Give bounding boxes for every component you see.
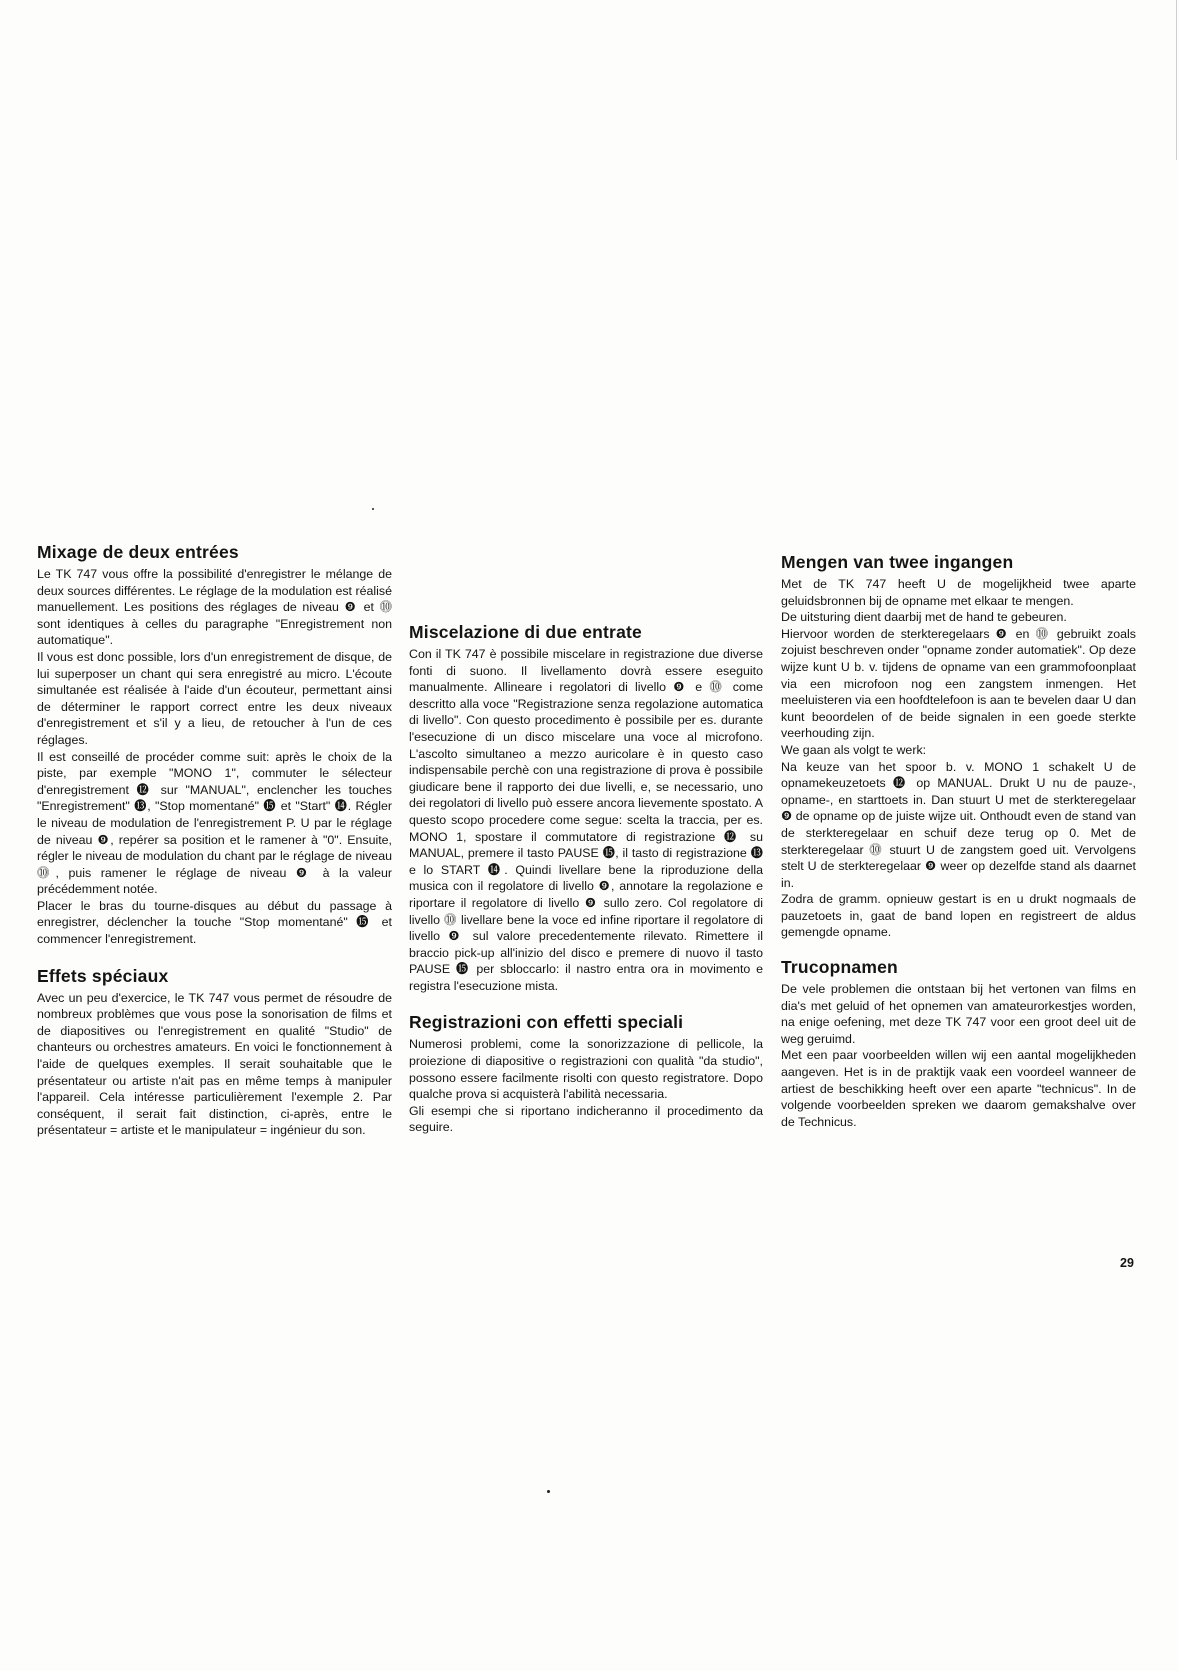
dutch-paragraph-6: Zodra de gramm. opnieuw gestart is en u drukt nogmaals de pauzetoets in, gaat de band lopen en registreert de aldus gemengde opname. <box>781 892 1136 940</box>
dutch-heading-trucopnamen: Trucopnamen <box>781 957 898 978</box>
italian-paragraph-3: Gli esempi che si riportano indicheranno il procedimento da seguire. <box>409 1103 763 1135</box>
dutch-paragraph-5: Na keuze van het spoor b. v. MONO 1 schakelt U de opnamekeuzetoets ⓬ op MANUAL. Drukt U nu de pauze-, opname-, en starttoets in. Dan stuurt U met de sterkteregelaar ❾ de opname op de juiste wijze uit. Onthoudt even de stand van de sterkteregelaar en schuif deze terug op 0. Met de sterkteregelaar ⓾ stuurt U de zangstem goed uit. Vervolgens stelt U de sterkteregelaar ❾ weer op dezelfde stand als daarnet in. <box>781 759 1136 890</box>
dutch-paragraph-4: We gaan als volgt te werk: <box>781 742 927 757</box>
french-paragraph-1: Le TK 747 vous offre la possibilité d'enregistrer le mélange de deux sources différentes. Le réglage de la modulation est réalisé manuellement. Les positions des réglages de niveau ❾ et ⓾ sont identiques à celles du paragraphe "Enregistrement non automatique". <box>37 567 392 648</box>
french-heading-mixage: Mixage de deux entrées <box>37 542 239 562</box>
italian-paragraph-1: Con il TK 747 è possibile miscelare in registrazione due diverse fonti di suono. Il livellamento dovrà essere eseguito manualmente. Allineare i regolatori di livello ❾ e ⓾ come descritto alla voce "Registrazione senza regolazione automatica di livello". Con questo procedimento è possibile per es. durante l'esecuzione di un disco miscelare una voce al microfono. L'ascolto simultaneo a mezzo auricolare è in questo caso indispensabile perchè con una registrazione di prova è possibile giudicare bene il rapporto dei due livelli, e, se necessario, uno dei regolatori di livello può essere ancora lievemente spostato. A questo scopo procedere come segue: scelta la traccia, per es. MONO 1, spostare il commutatore di registrazione ⓬ su MANUAL, premere il tasto PAUSE ⓯, il tasto di registrazione ⓭ e lo START ⓮. Quindi livellare bene la riproduzione della musica con il regolatore di livello ❾, annotare la regolazione e riportare il regolatore di livello ❾ sullo zero. Col regolatore di livello ⓾ livellare bene la voce ed infine riportare il regolatore di livello ❾ sul valore precedentemente rilevato. Rimettere il braccio pick-up all'inizio del disco e premere di nuovo il tasto PAUSE ⓯ per sbloccarlo: il nastro entra ora in movimento e registra l'esecuzione mista. <box>409 647 763 993</box>
dutch-paragraph-7: De vele problemen die ontstaan bij het vertonen van films en dia's met geluid of het opnemen van amateurorkestjes worden, na enige oefening, met deze TK 747 voor een groot deel uit de weg geruimd. <box>781 982 1136 1046</box>
scan-speck <box>372 508 374 510</box>
dutch-paragraph-2: De uitsturing dient daarbij met de hand te gebeuren. <box>781 610 1067 625</box>
italian-column <box>409 622 763 1136</box>
french-column <box>37 542 392 1139</box>
page-number: 29 <box>1120 1256 1134 1270</box>
italian-paragraph-2: Numerosi problemi, come la sonorizzazione di pellicole, la proiezione di diapositive o registrazioni con qualità "da studio", possono essere facilmente risolti con questo registratore. Dopo qualche prova si acquisterà l'abilità necessaria. <box>409 1037 763 1102</box>
french-paragraph-3: Il est conseillé de procéder comme suit: après le choix de la piste, par exemple "MONO 1", commuter le sélecteur d'enregistrement ⓬ sur "MANUAL", enclencher les touches "Enregistrement" ⓭, "Stop momentané" ⓯ et "Start" ⓮. Régler le niveau de modulation de l'enregistrement P. U par le réglage de niveau ❾, repérer sa position et le ramener à "0". Ensuite, régler le niveau de modulation du chant par le réglage de niveau ⓾, puis ramener le réglage de niveau ❾ à la valeur précédemment notée. <box>37 749 392 897</box>
french-heading-effets: Effets spéciaux <box>37 965 169 986</box>
scan-edge-line <box>1176 0 1177 160</box>
french-paragraph-5: Avec un peu d'exercice, le TK 747 vous permet de résoudre de nombreux problèmes que vous pose la sonorisation de films et de diapositives ou l'enregistrement en qualité "Studio" de chanteurs ou orchestres amateurs. En voici le fonctionnement à l'aide de quelques exemples. Il serait souhaitable que le présentateur ou artiste n'ait pas en même temps à manipuler l'appareil. Cela intéresse particulièrement l'exemple 2. Par conséquent, il serait fait distinction, ci-après, entre le présentateur = artiste et le manipulateur = ingénieur du son. <box>37 990 392 1138</box>
dutch-paragraph-3: Hiervoor worden de sterkteregelaars ❾ en ⓾ gebruikt zoals zojuist beschreven onder "opname zonder automatiek". Op deze wijze kunt U b. v. tijdens de opname van een grammofoonplaat via een microfoon nog een zangstem inmengen. Het meeluisteren via een hoofdtelefoon is aan te bevelen daar U dan kunt beoordelen of de beide signalen in een goede sterkte veerhouding zijn. <box>781 626 1136 741</box>
dutch-heading-mengen: Mengen van twee ingangen <box>781 552 1014 572</box>
dutch-paragraph-1: Met de TK 747 heeft U de mogelijkheid twee aparte geluidsbronnen bij de opname met elkaar te mengen. <box>781 577 1136 608</box>
french-paragraph-2: Il vous est donc possible, lors d'un enregistrement de disque, de lui superposer un chant qui sera enregistré au micro. L'écoute simultanée est réalisée à l'aide d'un écouteur, permettant ainsi de déterminer le rapport correct entre les deux niveaux d'enregistrement et s'il y a lieu, de retoucher à l'un de ces réglages. <box>37 649 392 747</box>
italian-heading-registrazioni: Registrazioni con effetti speciali <box>409 1012 684 1033</box>
dutch-paragraph-8: Met een paar voorbeelden willen wij een aantal mogelijkheden aangeven. Het is in de praktijk vaak een voordeel wanneer de artiest de beschikking heeft over een aparte "technicus". In de volgende voorbeelden spreken we daarom gemakshalve over de Technicus. <box>781 1048 1136 1129</box>
french-paragraph-4: Placer le bras du tourne-disques au début du passage à enregistrer, déclencher la touche "Stop momentané" ⓯ et commencer l'enregistrement. <box>37 898 392 947</box>
dutch-column <box>781 552 1136 1130</box>
italian-heading-miscelazione: Miscelazione di due entrate <box>409 622 642 642</box>
scan-speck <box>547 1490 550 1493</box>
